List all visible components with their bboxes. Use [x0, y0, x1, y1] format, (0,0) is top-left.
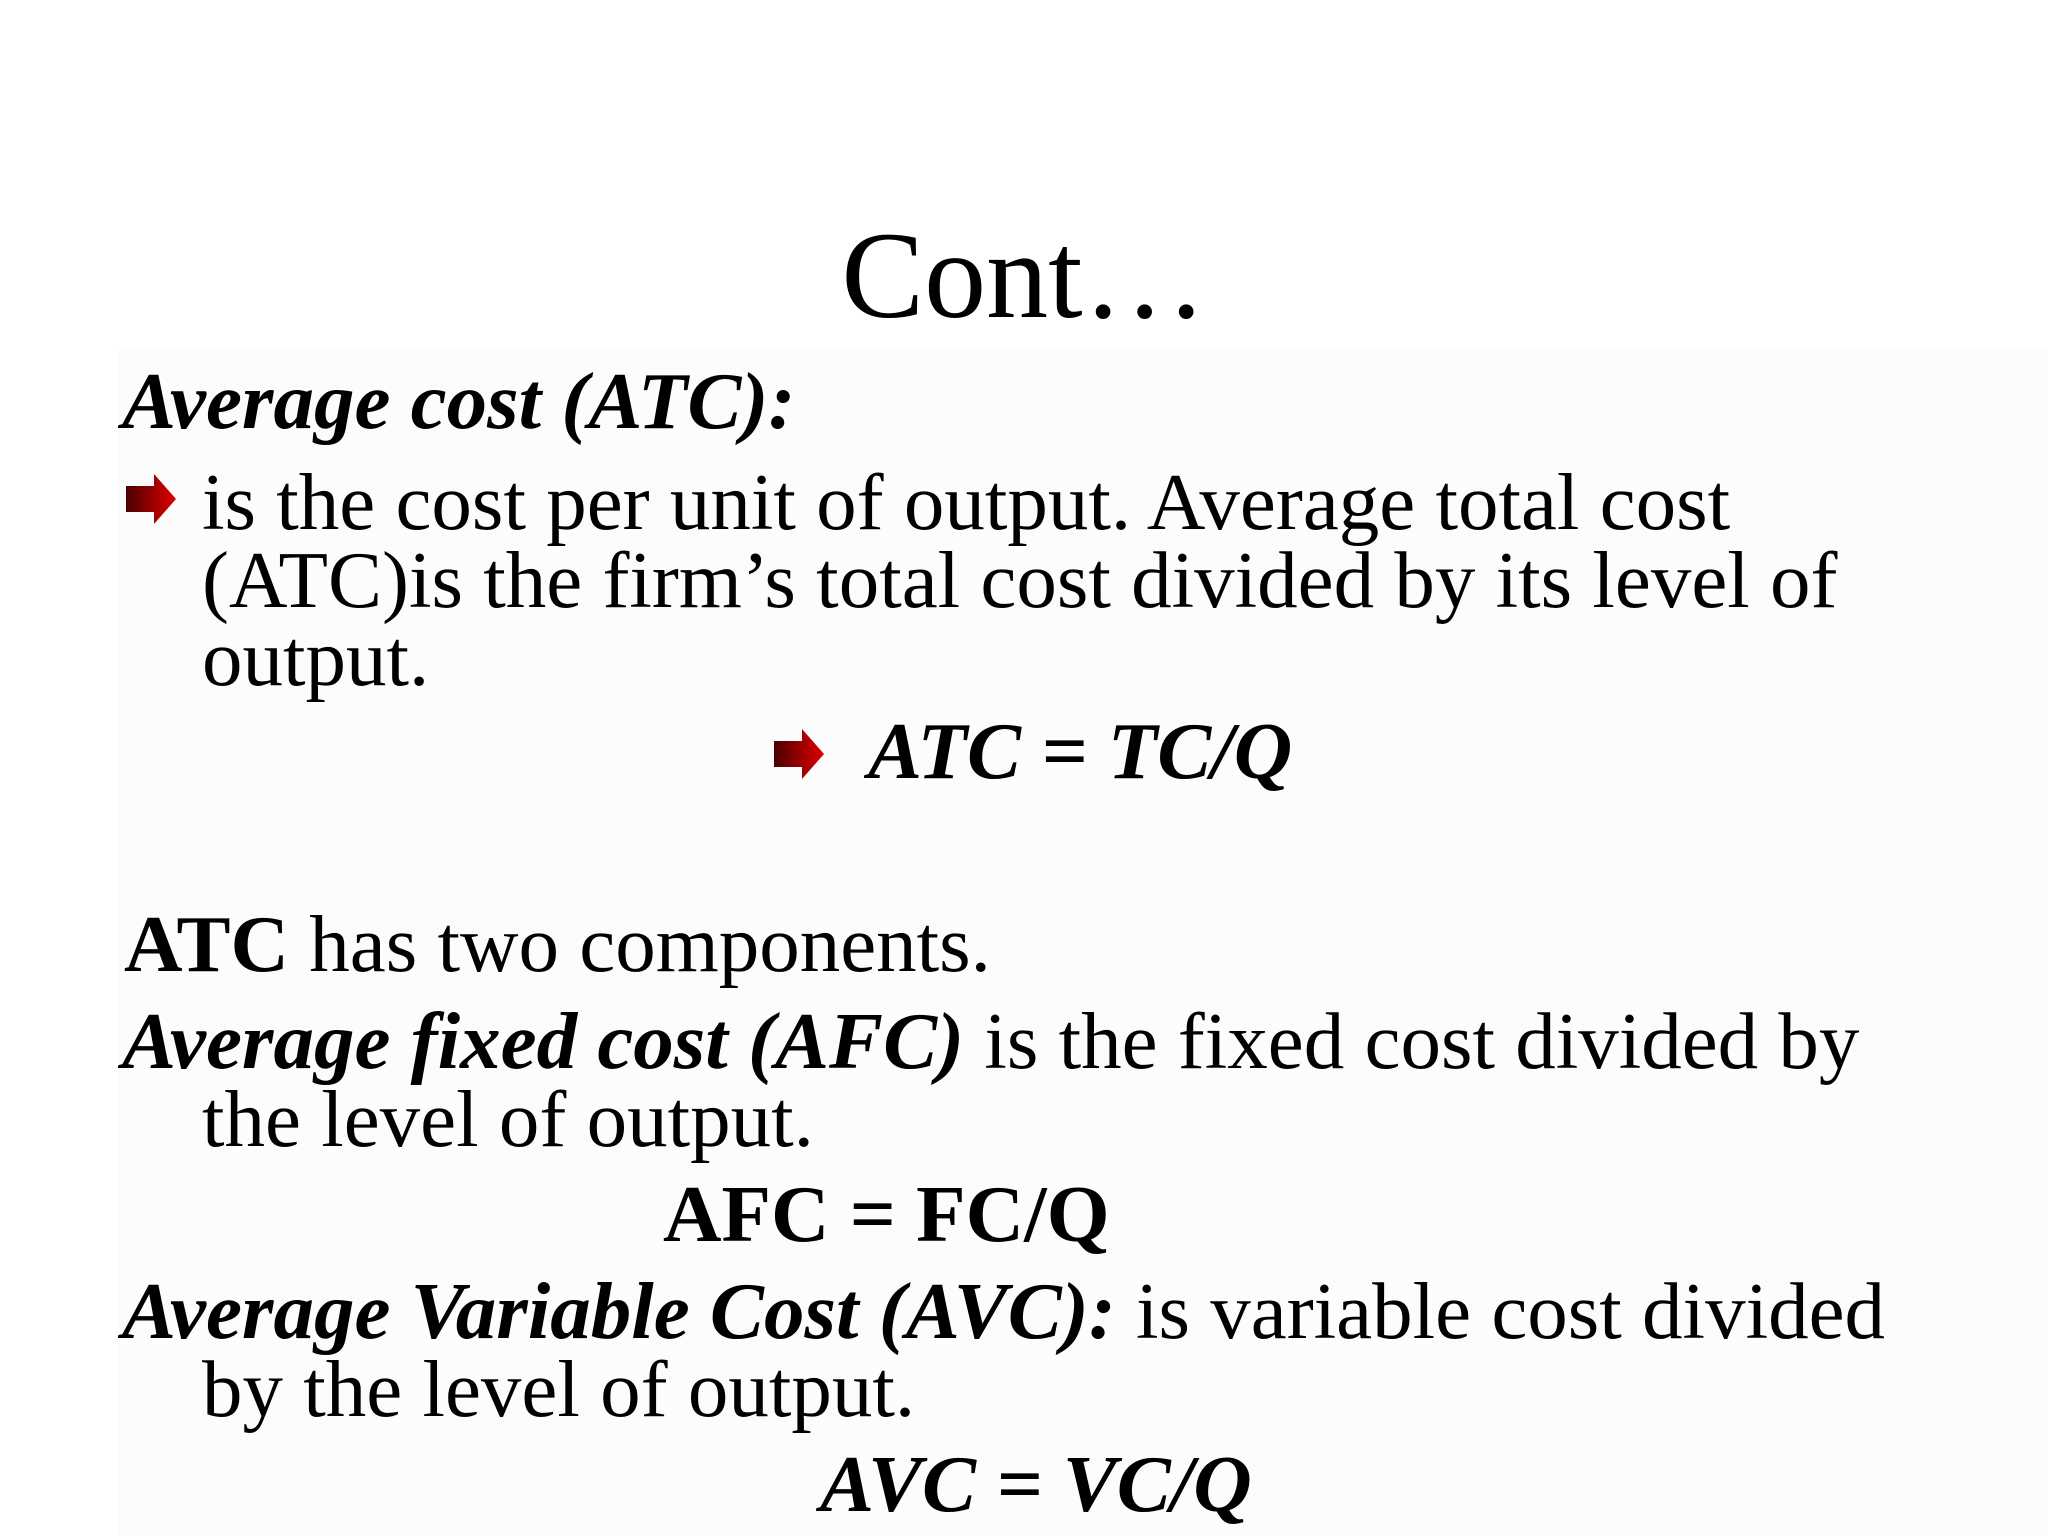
red-arrow-bullet-icon — [772, 727, 826, 781]
avc-definition-line-2: by the level of output. — [202, 1344, 916, 1434]
afc-term: Average fixed cost (AFC) — [122, 996, 965, 1086]
atc-definition-line-2: (ATC)is the firm’s total cost divided by its level of — [202, 535, 1838, 625]
afc-definition-line-2: the level of output. — [202, 1074, 814, 1164]
avc-definition-rest: is variable cost divided — [1115, 1266, 1886, 1356]
components-intro-rest: has two components. — [289, 899, 991, 989]
components-intro-bold: ATC — [124, 899, 290, 989]
avc-formula: AVC = VC/Q — [820, 1439, 1252, 1529]
components-intro — [124, 899, 991, 989]
atc-heading: Average cost (ATC): — [122, 356, 796, 446]
atc-definition-line-1: is the cost per unit of output. Average total cost — [202, 457, 1731, 547]
red-arrow-bullet-icon — [124, 472, 178, 526]
atc-formula: ATC = TC/Q — [868, 706, 1293, 796]
afc-formula: AFC = FC/Q — [663, 1169, 1110, 1259]
afc-definition-line-1 — [122, 996, 1860, 1086]
avc-definition-line-1 — [122, 1266, 1886, 1356]
atc-definition-line-3: output. — [202, 613, 430, 703]
slide-title: Cont… — [841, 207, 1207, 345]
avc-term: Average Variable Cost (AVC): — [122, 1266, 1116, 1356]
afc-definition-rest: is the fixed cost divided by — [964, 996, 1860, 1086]
